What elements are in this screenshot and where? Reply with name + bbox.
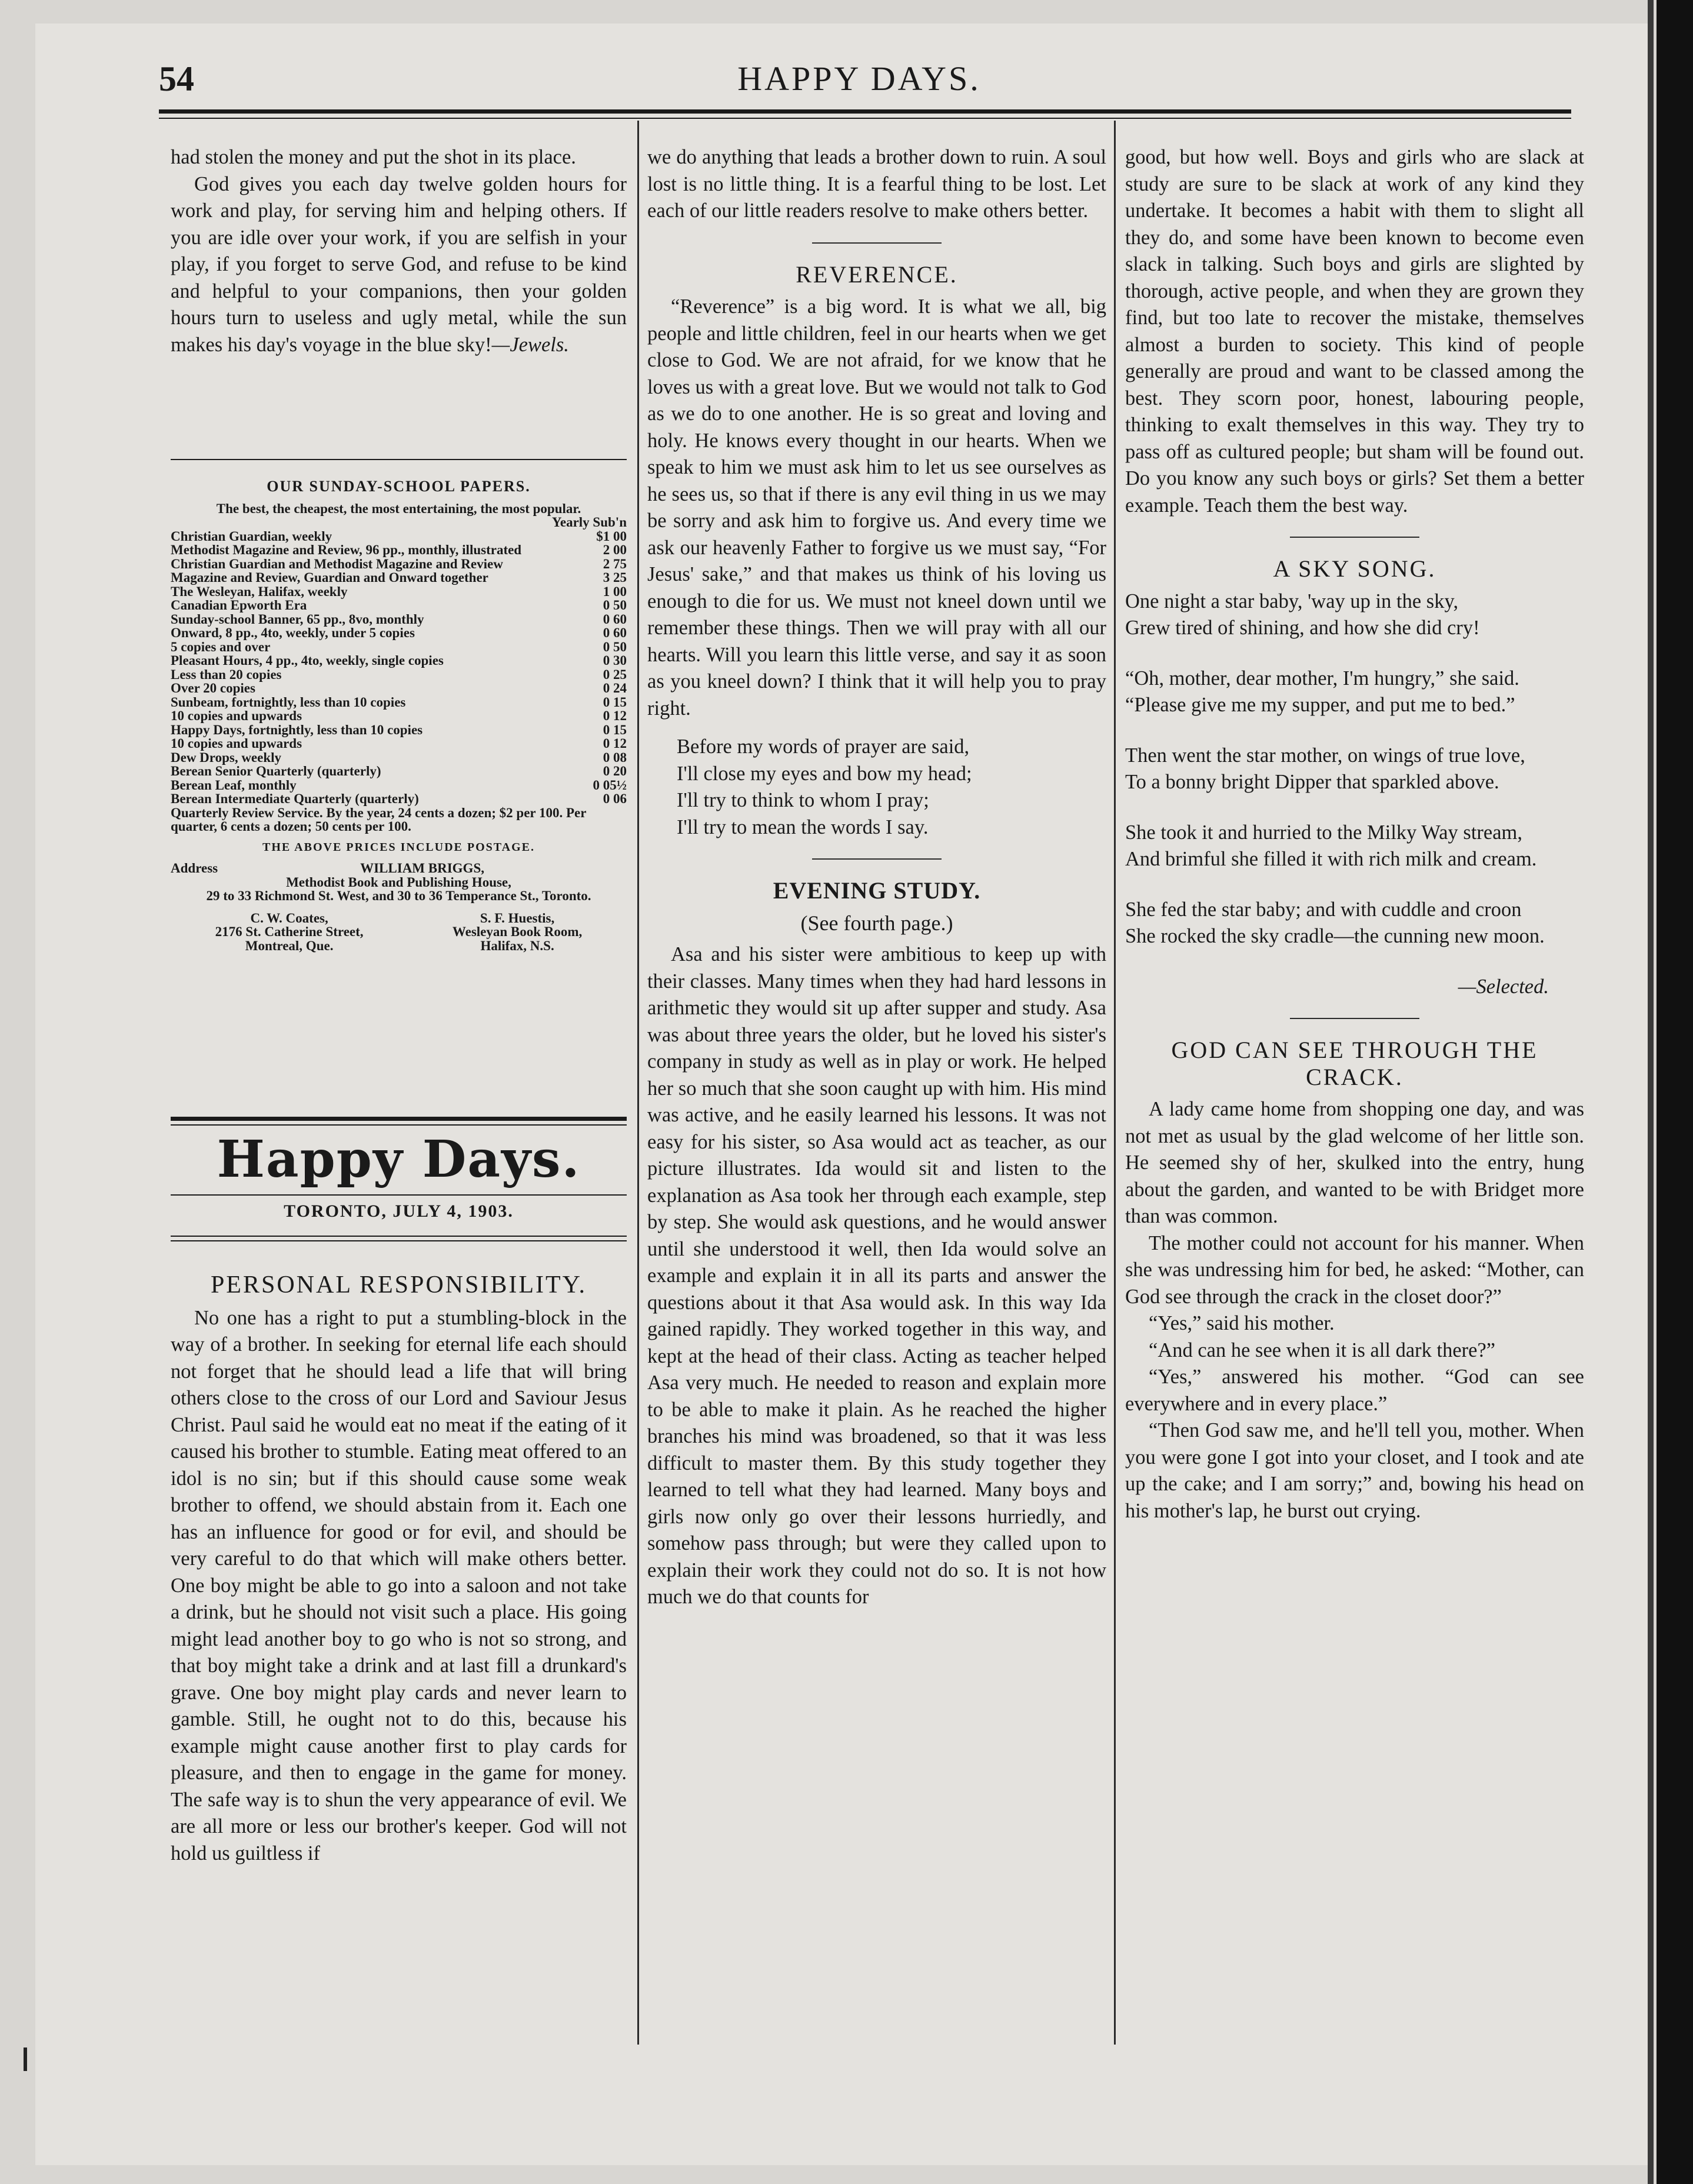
verse-line: Before my words of prayer are said, <box>677 735 970 758</box>
paper-price: 0 05½ <box>593 777 627 793</box>
paper-price: 0 30 <box>603 653 627 668</box>
papers-subheading: The best, the cheapest, the most entertaining, the most popular. <box>216 501 581 516</box>
paper-name: Dew Drops, weekly <box>171 750 282 765</box>
paper-price: 0 15 <box>603 722 627 737</box>
paper-name: Berean Senior Quarterly (quarterly) <box>171 764 381 778</box>
section-rule <box>1290 1018 1419 1019</box>
paper-name: Less than 20 copies <box>171 667 282 682</box>
stanza <box>1125 743 1584 796</box>
price-row <box>171 695 627 710</box>
evening-study-body: Asa and his sister were ambitious to keep up with their classes. Many times when they had hard lessons in arithmetic they would sit up after supper and study. Asa was about three years the older, but he loved his sister's company in study as well as in play or work. He helped her so much that she soon caught up with him. His mind was active, and he easily learned his lessons. It was not easy for his sister, so Asa would act as teacher, as our picture illustrates. Ida would sit and listen to the explanation as Asa took her through each example, step by step. She would ask questions, and he would answer until she understood it well, then Ida would solve an example and explain it in all its parts and answer the questions about it that Asa would ask. In this way Ida gained rapidly. They worked together in this way, and kept at the head of their class. Acting as teacher helped Asa very much. He needed to reason and explain more to be able to make it plain. As he reached the higher branches his mind was broadened, so that it was less difficult to master them. By this study together they learned to tell what they had learned. Many boys and girls now only go over their lessons hurriedly, and somehow pass through; but were they called upon to explain their work they could not do so. It is not how much we do that counts for <box>647 943 1106 1608</box>
article-title: PERSONAL RESPONSIBILITY. <box>210 1271 587 1299</box>
paper-price: 0 08 <box>603 750 627 765</box>
paragraph: “And can he see when it is all dark there?” <box>1149 1339 1496 1361</box>
section-rule <box>171 459 627 460</box>
paper-price: 0 50 <box>603 598 627 612</box>
verse-line: I'll try to mean the words I say. <box>677 815 929 838</box>
masthead-rule-top-thin <box>171 1124 627 1126</box>
paper-price <box>591 806 627 834</box>
paper-price: $1 00 <box>596 528 627 544</box>
paper-price: 0 15 <box>603 694 627 710</box>
poem-line: “Oh, mother, dear mother, I'm hungry,” she said. <box>1125 667 1519 690</box>
price-row <box>171 530 627 544</box>
prayer-verse <box>677 734 1106 841</box>
dateline-rule-2 <box>171 1240 627 1241</box>
stanza <box>1125 665 1584 719</box>
paper-name: The Wesleyan, Halifax, weekly <box>171 584 348 599</box>
paragraph: God gives you each day twelve golden hours for work and play, for serving him and helping others. If you are idle over your work, if you are selfish in your play, if you forget to serve God, and refuse to be kind and helpful to your companions, then your golden hours turn to useless and ugly metal, while the sun makes his day's voyage in the blue sky!—Jewels. <box>171 172 627 356</box>
paper-price: 0 50 <box>603 639 627 654</box>
poem-line: To a bonny bright Dipper that sparkled above. <box>1125 771 1499 793</box>
verse-line: I'll try to think to whom I pray; <box>677 789 929 811</box>
masthead-rule-bottom <box>171 1194 627 1196</box>
price-row <box>171 751 627 765</box>
paragraph: A lady came home from shopping one day, and was not met as usual by the glad welcome of her little son. He seemed shy of her, skulked into the entry, hung about the garden, and wanted to be with Bridget more than was common. <box>1125 1098 1584 1227</box>
sky-song-signature: —Selected. <box>1458 975 1549 998</box>
header-rule-thin <box>159 118 1571 119</box>
paper-price: 0 12 <box>603 708 627 723</box>
header-rule-thick <box>159 109 1571 114</box>
paper-name: Berean Intermediate Quarterly (quarterly) <box>171 791 419 806</box>
papers-heading: OUR SUNDAY-SCHOOL PAPERS. <box>267 478 531 495</box>
paper-price: 2 75 <box>603 556 627 571</box>
paragraph: had stolen the money and put the shot in its place. <box>171 146 576 168</box>
reverence-body: “Reverence” is a big word. It is what we all, big people and little children, feel in our hearts when we get close to God. We are not afraid, for we know that he loves us with a great love. But we would not talk to God as we do to one another. He is so great and loving and holy. He knows every thought in our hearts. When we speak to him we must ask him to let us see ourselves as he sees us, so that if there is any evil thing in us we may be sorry and ask him to forgive us. And every time we ask our heavenly Father to forgive us we must say, “For Jesus' sake,” and that makes us think of his loving us enough to die for us. We must not kneel down until we remember these things. Then we will pray with all our hearts. Will you learn this little verse, and say it as soon as you kneel down? I think that it will help you to pray right. <box>647 295 1106 720</box>
paper-name: Methodist Magazine and Review, 96 pp., monthly, illustrated <box>171 542 522 557</box>
paper-name: Sunbeam, fortnightly, less than 10 copies <box>171 694 406 710</box>
price-row <box>171 737 627 751</box>
agent-halifax: S. F. Huestis, Wesleyan Book Room, Halifax, N.S. <box>452 910 583 953</box>
paper-name: Happy Days, fortnightly, less than 10 copies <box>171 722 423 737</box>
stanza <box>1125 897 1584 950</box>
papers-col-label: Yearly Sub'n <box>551 515 627 530</box>
ink-mark <box>24 2048 27 2071</box>
agent-montreal: C. W. Coates, 2176 St. Catherine Street, Montreal, Que. <box>215 910 364 953</box>
page-header <box>159 59 1559 106</box>
crack-story <box>1125 1096 1584 1524</box>
paper-price: 0 20 <box>603 764 627 778</box>
section-rule <box>812 242 942 244</box>
price-row <box>171 806 627 834</box>
price-row <box>171 571 627 585</box>
paper-name: Magazine and Review, Guardian and Onward together <box>171 570 488 585</box>
poem-line: And brimful she filled it with rich milk and cream. <box>1125 848 1537 870</box>
poem-line: She took it and hurried to the Milky Way stream, <box>1125 821 1522 844</box>
paper-price: 0 12 <box>603 736 627 751</box>
price-row <box>171 681 627 695</box>
paper-price: 1 00 <box>603 584 627 599</box>
paper-name: 10 copies and upwards <box>171 736 302 751</box>
column-divider-1 <box>637 121 639 2045</box>
poem-line: “Please give me my supper, and put me to bed.” <box>1125 694 1515 716</box>
paragraph: “Yes,” answered his mother. “God can see everywhere and in every place.” <box>1125 1366 1584 1415</box>
sky-song-poem <box>1125 588 1584 950</box>
paper-price: 0 06 <box>603 791 627 806</box>
price-row <box>171 543 627 557</box>
paper-price: 0 60 <box>603 625 627 640</box>
paper-price: 0 60 <box>603 611 627 627</box>
price-row <box>171 557 627 571</box>
price-row <box>171 585 627 599</box>
paragraph: The mother could not account for his manner. When she was undressing him for bed, he asked: “Mother, can God see through the crack in the closet door?” <box>1125 1231 1584 1308</box>
paragraph: we do anything that leads a brother down to ruin. A soul lost is no little thing. It is a fearful thing to be lost. Let each of our little readers resolve to make others better. <box>647 146 1106 222</box>
section-rule <box>812 858 942 860</box>
evening-study-title: EVENING STUDY. <box>773 877 981 904</box>
price-row <box>171 778 627 793</box>
agents <box>171 911 627 953</box>
column-1-top <box>171 144 627 358</box>
stanza <box>1125 820 1584 873</box>
verse-line: I'll close my eyes and bow my head; <box>677 762 972 785</box>
paper-name: 5 copies and over <box>171 639 271 654</box>
paper-name: Pleasant Hours, 4 pp., 4to, weekly, single copies <box>171 653 444 668</box>
page-edge-shadow <box>1648 0 1654 2184</box>
price-row <box>171 764 627 778</box>
sky-song-title: A SKY SONG. <box>1273 555 1436 582</box>
running-head: HAPPY DAYS. <box>737 59 981 98</box>
paper-price: 0 24 <box>603 681 627 695</box>
price-row <box>171 792 627 806</box>
column-divider-2 <box>1114 121 1116 2045</box>
paper-name: Christian Guardian, weekly <box>171 528 332 544</box>
poem-line: Grew tired of shining, and how she did cry! <box>1125 617 1480 639</box>
column-2 <box>647 144 1106 1611</box>
paragraph: “Then God saw me, and he'll tell you, mother. When you were gone I got into your closet, and I took and ate up the cake; and I am sorry;” and, bowing his head on his mother's lap, he burst out crying. <box>1125 1419 1584 1522</box>
paper-price: 2 00 <box>603 542 627 557</box>
price-row <box>171 709 627 723</box>
page-number: 54 <box>159 59 194 98</box>
price-row <box>171 640 627 654</box>
paragraph: “Yes,” said his mother. <box>1149 1312 1335 1334</box>
price-row <box>171 668 627 682</box>
paper-name: Onward, 8 pp., 4to, weekly, under 5 copies <box>171 625 415 640</box>
crack-title: GOD CAN SEE THROUGH THE CRACK. <box>1171 1037 1538 1090</box>
paper-name: Over 20 copies <box>171 681 255 695</box>
column-1-article <box>171 1265 627 1867</box>
paragraph: good, but how well. Boys and girls who are slack at study are sure to be slack at work of any kind they undertake. It becomes a habit with them to slight all they do, and some have been known to become even slack in talking. Such boys and girls are slighted by thorough, active people, and when they are grown they find, but too late to recover the mistake, themselves almost a burden to society. This kind of people generally are proud and want to be classed among the best. They scorn poor, honest, labouring people, thinking to exalt themselves in this way. They try to pass off as cultured people; but sham will be found out. Do you know any such boys or girls? Set them a better example. Teach them the best way. <box>1125 146 1584 517</box>
masthead-rule-top <box>171 1117 627 1121</box>
postage-note: THE ABOVE PRICES INCLUDE POSTAGE. <box>262 840 535 854</box>
price-row <box>171 654 627 668</box>
evening-study-subtitle: (See fourth page.) <box>800 911 953 935</box>
column-3 <box>1125 144 1584 1524</box>
publisher-address: Address WILLIAM BRIGGS, Methodist Book and Publishing House, 29 to 33 Richmond St. West, and 30 to 36 Temperance St., Toronto. <box>171 861 591 903</box>
price-list <box>171 530 627 834</box>
price-row <box>171 598 627 612</box>
paper-name: Sunday-school Banner, 65 pp., 8vo, monthly <box>171 611 424 627</box>
paper-name: Canadian Epworth Era <box>171 598 307 612</box>
paper-name: Quarterly Review Service. By the year, 24 cents a dozen; $2 per 100. Per quarter, 6 cents a dozen; 50 cents per 100. <box>171 805 587 834</box>
reverence-title: REVERENCE. <box>796 261 958 288</box>
section-rule <box>1290 537 1419 538</box>
paper-price: 3 25 <box>603 570 627 585</box>
poem-line: One night a star baby, 'way up in the sky, <box>1125 590 1459 612</box>
paper-name: Christian Guardian and Methodist Magazine and Review <box>171 556 503 571</box>
price-row <box>171 723 627 737</box>
paper-name: 10 copies and upwards <box>171 708 302 723</box>
price-row <box>171 626 627 640</box>
paper-price: 0 25 <box>603 667 627 682</box>
poem-line: Then went the star mother, on wings of true love, <box>1125 744 1525 767</box>
price-row <box>171 612 627 627</box>
dateline-rule <box>171 1236 627 1237</box>
dateline: TORONTO, JULY 4, 1903. <box>284 1201 514 1221</box>
sunday-school-papers <box>171 480 627 953</box>
poem-line: She fed the star baby; and with cuddle and croon <box>1125 898 1522 921</box>
masthead-title: Happy Days. <box>217 1130 581 1189</box>
paper-name: Berean Leaf, monthly <box>171 777 297 793</box>
article-body: No one has a right to put a stumbling-block in the way of a brother. In seeking for eternal life each should not forget that he should lead a life that will bring others close to the cross of our Lord and Saviour Jesus Christ. Paul said he would eat no meat if the eating of it caused his brother to stumble. Eating meat offered to an idol is no sin; but if this should cause some weak brother to offend, we should abstain from it. Each one has an influence for good or for evil, and should be very careful to do that which will make others better. One boy might be able to go into a saloon and not take a drink, but he should not visit such a place. His going might lead another boy to go who is not so strong, and that boy might take a drink and at last fill a drunkard's grave. One boy might play cards and never learn to gamble. Still, he ought not to do this, because his example might cause another first to play cards for pleasure, and then to engage in the game for money. The safe way is to shun the very appearance of evil. We are all more or less our brother's keeper. God will not hold us guiltless if <box>171 1306 627 1865</box>
poem-line: She rocked the sky cradle—the cunning new moon. <box>1125 925 1545 947</box>
scan-border <box>1657 0 1693 2184</box>
stanza <box>1125 588 1584 642</box>
